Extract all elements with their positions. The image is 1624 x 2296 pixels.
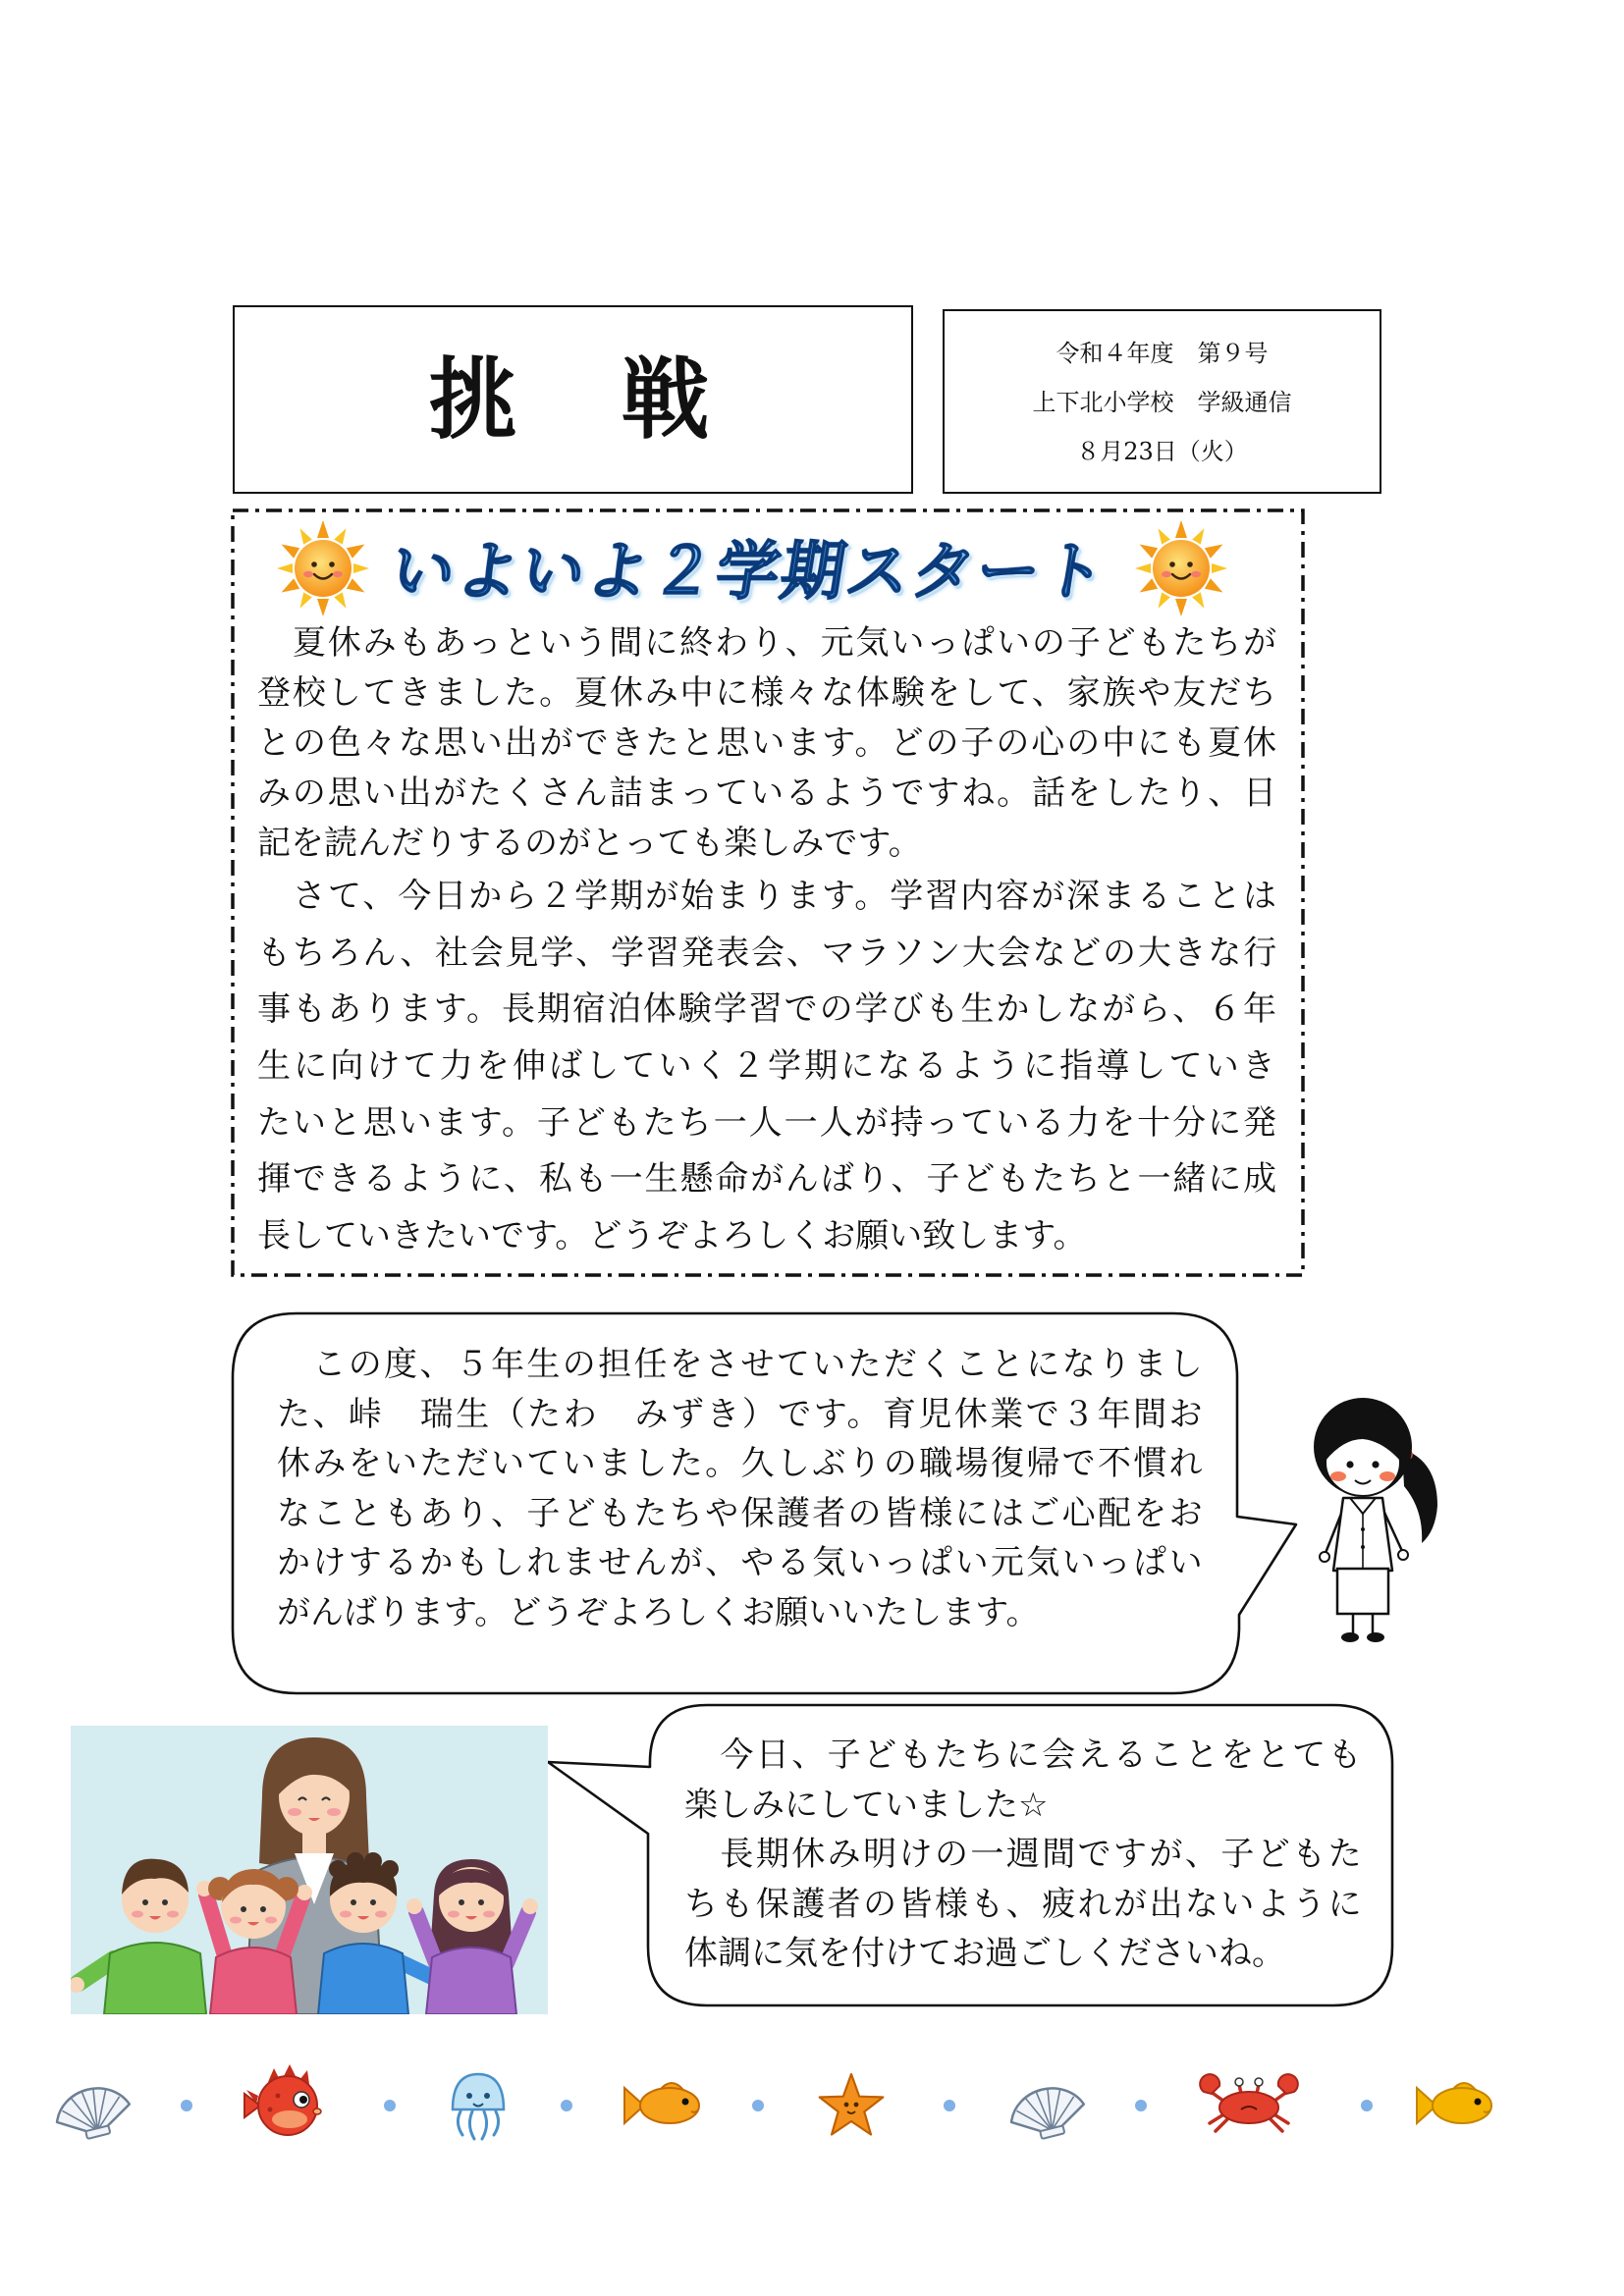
text-line: なこともあり、子どもたちや保護者の皆様にはご心配をお [277, 1493, 1205, 1533]
text-line: 事もあります。長期宿泊体験学習での学びも生かしながら、６年 [257, 989, 1278, 1030]
pufferfish-icon [244, 2064, 321, 2135]
teacher-character-illustration [1304, 1384, 1451, 1649]
crab-icon [1200, 2074, 1298, 2131]
dot-icon [1135, 2100, 1147, 2111]
section-heading [386, 536, 1112, 609]
intro-paragraph [257, 618, 1278, 869]
text-line: との色々な思い出ができたと思います。どの子の心の中にも夏休 [257, 723, 1278, 763]
sun-icon [1132, 519, 1230, 617]
text-line: た、峠 瑞生（たわ みずき）です。育児休業で３年間お [277, 1394, 1205, 1434]
newsletter-title: 挑 戦 [428, 347, 718, 452]
closing-message [684, 1731, 1364, 1979]
sun-icon [274, 519, 372, 617]
text-line: 長期休み明けの一週間ですが、子どもた [684, 1835, 1364, 1874]
dot-icon [752, 2100, 764, 2111]
intro-paragraph [257, 869, 1278, 1265]
dot-icon [1361, 2100, 1373, 2111]
text-line: がんばります。どうぞよろしくお願いいたします。 [277, 1592, 1040, 1632]
text-line: 夏休みもあっという間に終わり、元気いっぱいの子どもたちが [257, 623, 1278, 663]
school-name: 上下北小学校 学級通信 [1032, 389, 1292, 416]
dot-icon [384, 2100, 396, 2111]
teacher-and-children-illustration [71, 1726, 548, 2014]
section-heading-text: いよいよ２学期スタート [386, 536, 1113, 609]
text-line: かけするかもしれませんが、やる気いっぱい元気いっぱい [277, 1543, 1205, 1582]
text-line: たいと思います。子どもたち一人一人が持っている力を十分に発 [257, 1102, 1278, 1143]
text-line: 揮できるように、私も一生懸命がんばり、子どもたちと一緒に成 [257, 1159, 1278, 1200]
text-line: 楽しみにしていました☆ [684, 1785, 1049, 1825]
starfish-icon [820, 2074, 884, 2135]
text-line: 記を読んだりするのがとっても楽しみです。 [257, 824, 922, 863]
fish-icon [1417, 2083, 1491, 2123]
issue-number: 令和４年度 第９号 [1056, 340, 1269, 367]
issue-info-box [943, 309, 1381, 494]
text-line: この度、５年生の担任をさせていただくことになりまし [277, 1345, 1205, 1384]
dot-icon [944, 2100, 955, 2111]
fish-icon [624, 2083, 699, 2123]
text-line: 長していきたいです。どうぞよろしくお願い致します。 [257, 1216, 1087, 1256]
text-line: 生に向けて力を伸ばしていく２学期になるように指導していき [257, 1046, 1278, 1087]
text-line: みの思い出がたくさん詰まっているようですね。話をしたり、日 [257, 774, 1278, 813]
issue-date: ８月23日（火） [1076, 438, 1248, 465]
shell-icon [51, 2081, 135, 2146]
text-line: 休みをいただいていました。久しぶりの職場復帰で不慣れ [277, 1444, 1205, 1483]
dot-icon [181, 2100, 192, 2111]
title-box [233, 305, 913, 494]
text-line: 体調に気を付けてお過ごしくださいね。 [684, 1934, 1285, 1973]
text-line: ちも保護者の皆様も、疲れが出ないように [684, 1884, 1364, 1924]
text-line: 今日、子どもたちに会えることをとても [684, 1735, 1364, 1775]
text-line: さて、今日から２学期が始まります。学習内容が深まることは [257, 877, 1278, 916]
dot-icon [561, 2100, 572, 2111]
text-line: もちろん、社会見学、学習発表会、マラソン大会などの大きな行 [257, 933, 1278, 973]
text-line: 登校してきました。夏休み中に様々な体験をして、家族や友だち [257, 673, 1278, 713]
jellyfish-icon [453, 2074, 504, 2139]
footer-decoration-row [0, 2047, 1624, 2164]
shell-icon [1005, 2081, 1090, 2146]
teacher-message [277, 1340, 1205, 1637]
